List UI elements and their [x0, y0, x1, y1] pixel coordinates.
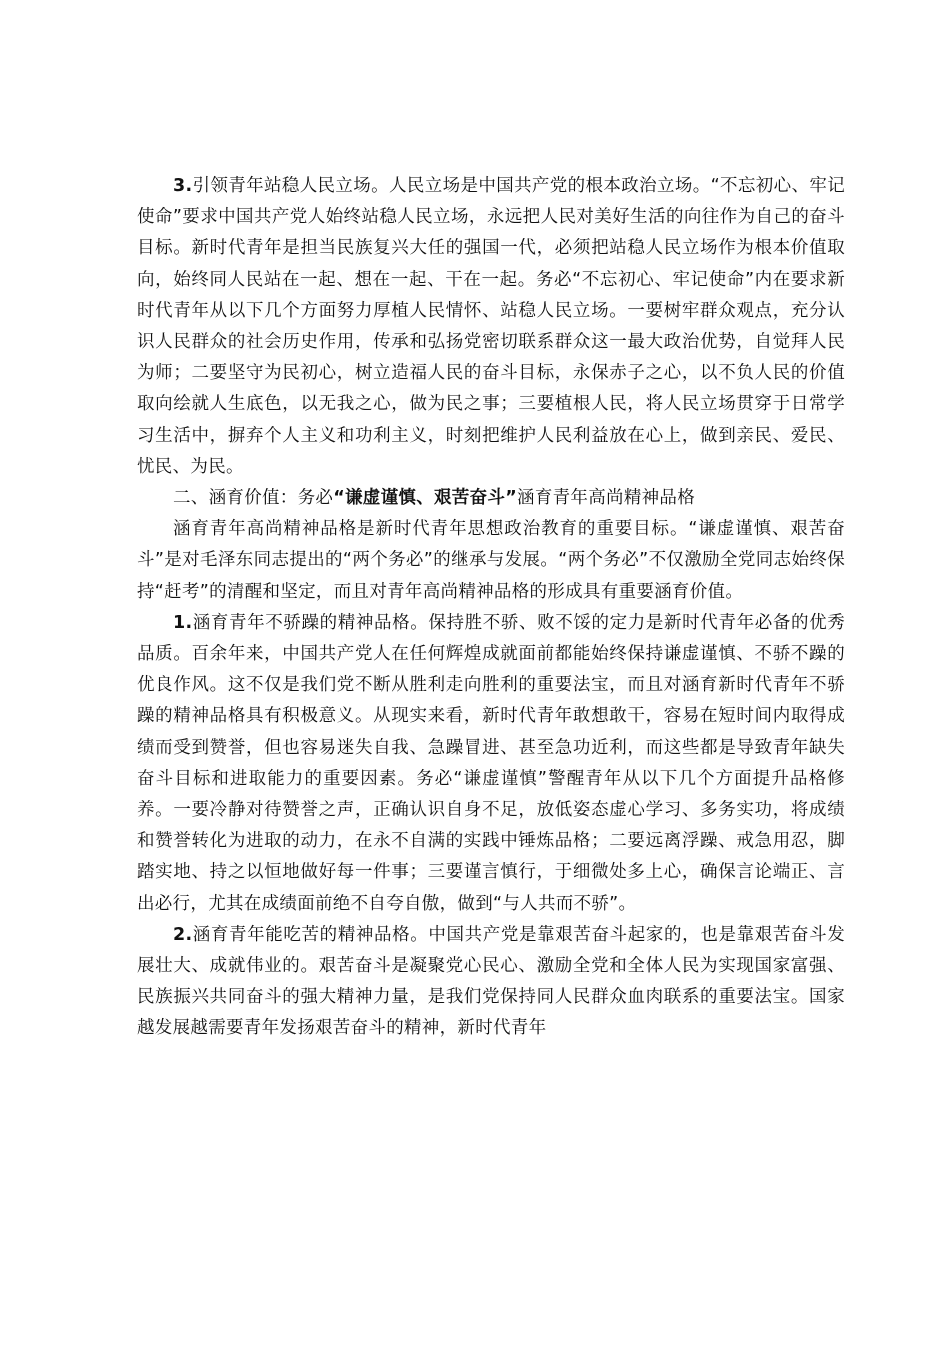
paragraph-item-2	[137, 920, 845, 1045]
paragraph-text: 引领青年站稳人民立场。人民立场是中国共产党的根本政治立场。“不忘初心、牢记使命”要求中国共产党人始终站稳人民立场，永远把人民对美好生活的向往作为自己的奋斗目标。新时代青年是担当民族复兴大任的强国一代，必须把站稳人民立场作为根本价值取向，始终同人民站在一起、想在一起、干在一起。务必“不忘初心、牢记使命”内在要求新时代青年从以下几个方面努力厚植人民情怀、站稳人民立场。一要树牢群众观点，充分认识人民群众的社会历史作用，传承和弘扬党密切联系群众这一最大政治优势，自觉拜人民为师；二要坚守为民初心，树立造福人民的奋斗目标，永保赤子之心，以不负人民的价值取向绘就人生底色，以无我之心，做为民之事；三要植根人民，将人民立场贯穿于日常学习生活中，摒弃个人主义和功利主义，时刻把维护人民利益放在心上，做到亲民、爱民、忧民、为民。	[137, 176, 845, 477]
item-number: 2.	[173, 924, 193, 945]
paragraph-item-1	[137, 608, 845, 920]
heading-prefix: 二、涵育价值：务必	[173, 488, 334, 509]
section-heading	[137, 483, 845, 514]
paragraph-item-3	[137, 171, 845, 483]
item-number: 3.	[173, 176, 193, 196]
heading-emphasis: “谦虚谨慎、艰苦奋斗”	[333, 488, 518, 509]
document-body	[137, 171, 845, 1045]
item-number: 1.	[173, 612, 193, 633]
paragraph-text: 涵育青年能吃苦的精神品格。中国共产党是靠艰苦奋斗起家的，也是靠艰苦奋斗发展壮大、成就伟业的。艰苦奋斗是凝聚党心民心、激励全党和全体人民为实现国家富强、民族振兴共同奋斗的强大精神力量，是我们党保持同人民群众血肉联系的重要法宝。国家越发展越需要青年发扬艰苦奋斗的精神，新时代青年	[137, 924, 845, 1039]
intro-paragraph: 涵育青年高尚精神品格是新时代青年思想政治教育的重要目标。“谦虚谨慎、艰苦奋斗”是对毛泽东同志提出的“两个务必”的继承与发展。“两个务必”不仅激励全党同志始终保持“赶考”的清醒和坚定，而且对青年高尚精神品格的形成具有重要涵育价值。	[137, 519, 845, 602]
paragraph-text: 涵育青年不骄躁的精神品格。保持胜不骄、败不馁的定力是新时代青年必备的优秀品质。百余年来，中国共产党人在任何辉煌成就面前都能始终保持谦虚谨慎、不骄不躁的优良作风。这不仅是我们党不断从胜利走向胜利的重要法宝，而且对涵育新时代青年不骄躁的精神品格具有积极意义。从现实来看，新时代青年敢想敢干，容易在短时间内取得成绩而受到赞誉，但也容易迷失自我、急躁冒进、甚至急功近利，而这些都是导致青年缺失奋斗目标和进取能力的重要因素。务必“谦虚谨慎”警醒青年从以下几个方面提升品格修养。一要冷静对待赞誉之声，正确认识自身不足，放低姿态虚心学习、多务实功，将成绩和赞誉转化为进取的动力，在永不自满的实践中锤炼品格；二要远离浮躁、戒急用忍，脚踏实地、持之以恒地做好每一件事；三要谨言慎行，于细微处多上心，确保言论端正、言出必行，尤其在成绩面前绝不自夸自傲，做到“与人共而不骄”。	[137, 612, 845, 914]
heading-suffix: 涵育青年高尚精神品格	[517, 488, 696, 509]
